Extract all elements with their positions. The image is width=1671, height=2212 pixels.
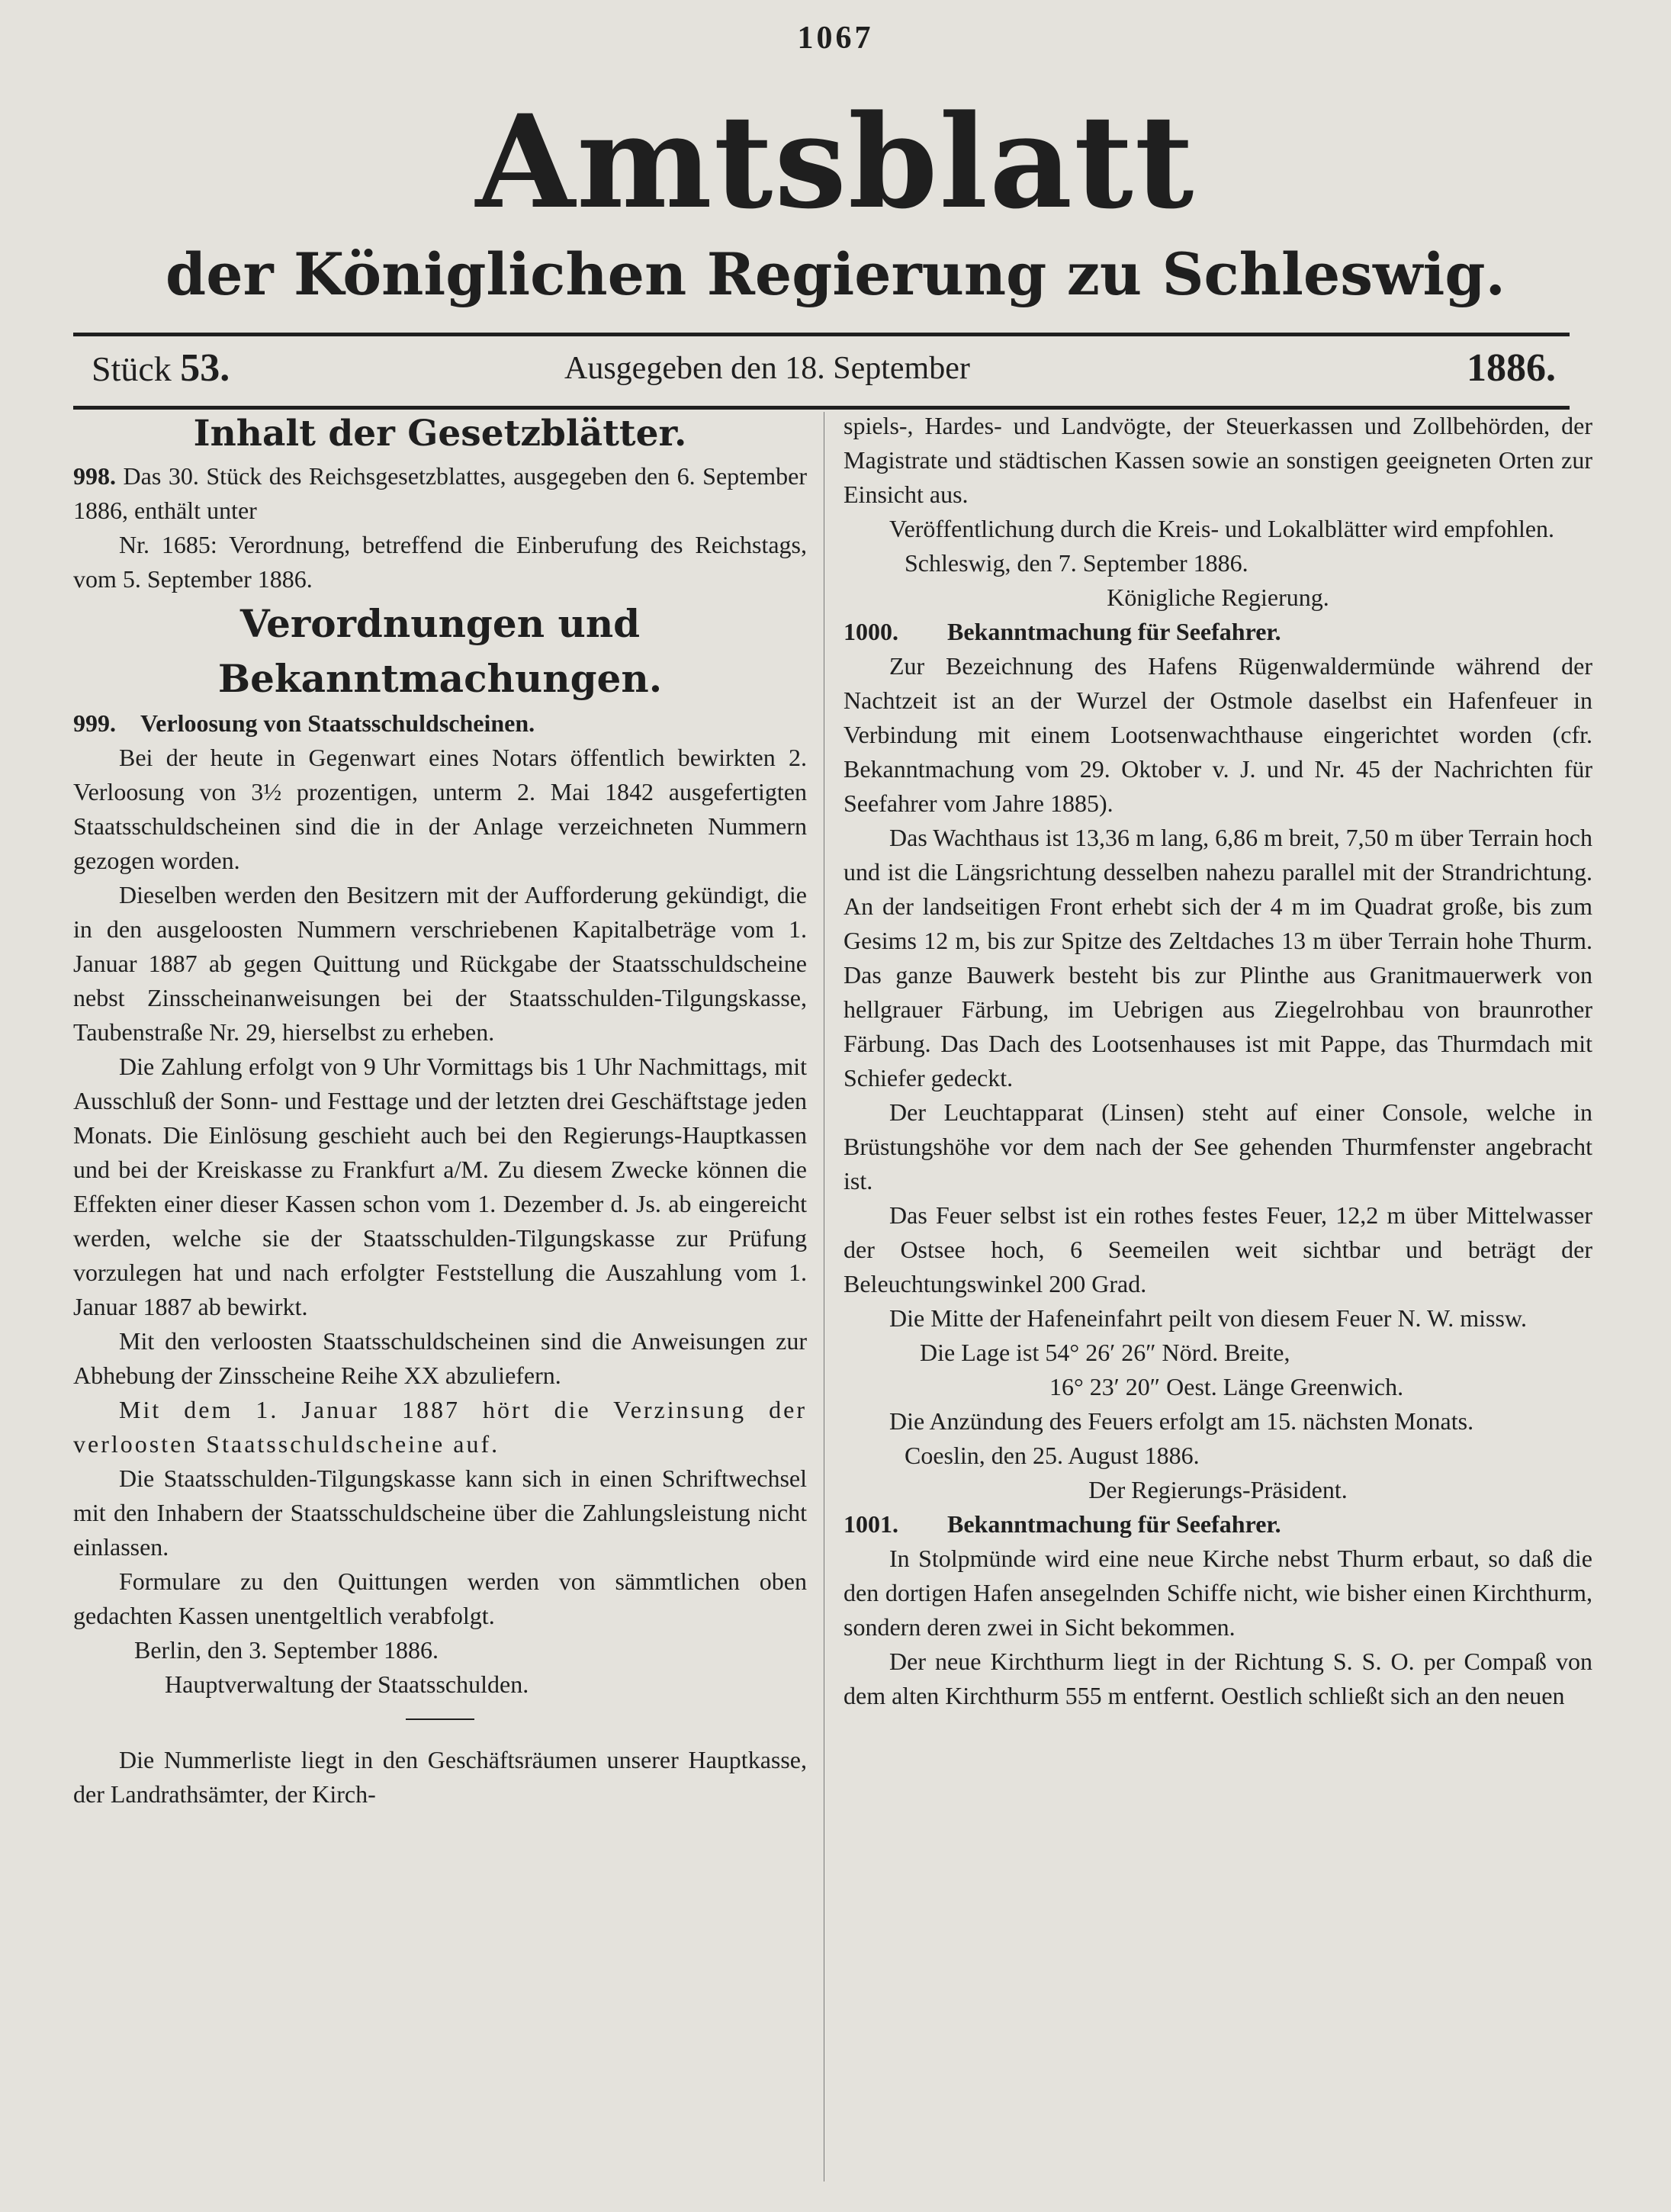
- place-date: Berlin, den 3. September 1886.: [134, 1636, 439, 1664]
- paragraph: In Stolpmünde wird eine neue Kirche nebst Thurm erbaut, so daß die den dortigen Hafen ansegelnden Schiffe nicht, wie bisher einen Kirchthurm, sondern deren zwei in Sicht bekommen.: [844, 1545, 1592, 1641]
- page-number: 1067: [797, 21, 874, 56]
- entry-998-detail: Nr. 1685: Verordnung, betreffend die Einberufung des Reichstags, vom 5. September 1886.: [73, 531, 807, 593]
- right-column: [844, 409, 1592, 2186]
- entry-title: Bekanntmachung für Seefahrer.: [947, 1510, 1281, 1538]
- paragraph: Mit dem 1. Januar 1887 hört die Verzinsung der verloosten Staatsschuldscheine auf.: [73, 1396, 807, 1458]
- issue-line: [92, 342, 1556, 395]
- entry-999-head: [73, 706, 807, 741]
- entry-1001-head: [844, 1507, 1592, 1542]
- paragraph: Veröffentlichung durch die Kreis- und Lokalblätter wird empfohlen.: [889, 515, 1555, 542]
- issue-info: [92, 342, 230, 396]
- entry-998: [73, 459, 807, 528]
- entry-number: 1000.: [844, 618, 898, 645]
- heading-gesetzblaetter: Inhalt der Gesetzblätter.: [193, 413, 687, 455]
- masthead-title: Amtsblatt: [475, 86, 1196, 237]
- issue-number: 53.: [180, 346, 230, 390]
- paragraph: Das Feuer selbst ist ein rothes festes Feuer, 12,2 m über Mittelwasser der Ostsee hoch, 6 Seemeilen weit sichtbar und beträgt der Beleuchtungswinkel 200 Grad.: [844, 1201, 1592, 1297]
- paragraph: Der Leuchtapparat (Linsen) steht auf einer Console, welche in Brüstungshöhe vor dem nach der See gehenden Thurmfenster angebracht ist.: [844, 1098, 1592, 1194]
- paragraph: Bei der heute in Gegenwart eines Notars öffentlich bewirkten 2. Verloosung von 3½ prozentigen, unterm 2. Mai 1842 ausgefertigten Staatsschuldscheinen sind die in der Anlage verzeichneten Nummern gezogen worden.: [73, 744, 807, 874]
- signature: Hauptverwaltung der Staatsschulden.: [165, 1670, 529, 1698]
- paragraph: Mit den verloosten Staatsschuldscheinen sind die Anweisungen zur Abhebung der Zinsscheine Reihe XX abzuliefern.: [73, 1327, 807, 1389]
- paragraph: Zur Bezeichnung des Hafens Rügenwaldermünde während der Nachtzeit ist an der Wurzel der Ostmole daselbst ein Hafenfeuer in Verbindung mit einem Lootsenwachthause eingerichtet worden (cfr. Bekanntmachung vom 29. Oktober v. J. und Nr. 45 der Nachrichten für Seefahrer vom Jahre 1885).: [844, 652, 1592, 817]
- heading-verordnungen: Verordnungen und Bekanntmachungen.: [217, 601, 663, 701]
- issue-date: Ausgegeben den 18. September: [564, 351, 970, 386]
- coordinates-lon: 16° 23′ 20″ Oest. Länge Greenwich.: [1049, 1373, 1404, 1400]
- place-date: Coeslin, den 25. August 1886.: [905, 1442, 1200, 1469]
- masthead-subtitle: der Königlichen Regierung zu Schleswig.: [165, 240, 1506, 308]
- entry-title: Verloosung von Staatsschuldscheinen.: [140, 709, 535, 737]
- issue-year: 1886.: [1467, 346, 1556, 390]
- place-date: Schleswig, den 7. September 1886.: [905, 549, 1248, 577]
- header-rule-top: [73, 333, 1570, 336]
- signature: Der Regierungs-Präsident.: [1088, 1476, 1348, 1503]
- paragraph: Die Nummerliste liegt in den Geschäftsräumen unserer Hauptkasse, der Landrathsämter, der Kirch-: [73, 1746, 807, 1808]
- entry-number: 998.: [73, 462, 116, 490]
- paragraph: Die Staatsschulden-Tilgungskasse kann sich in einen Schriftwechsel mit den Inhabern der Staatsschuldscheine über die Zahlungsleistung nicht einlassen.: [73, 1464, 807, 1561]
- paragraph: Die Mitte der Hafeneinfahrt peilt von diesem Feuer N. W. missw.: [889, 1304, 1527, 1332]
- paragraph: Formulare zu den Quittungen werden von sämmtlichen oben gedachten Kassen unentgeltlich verabfolgt.: [73, 1567, 807, 1629]
- coordinates-lat: Die Lage ist 54° 26′ 26″ Nörd. Breite,: [920, 1339, 1290, 1366]
- divider: [406, 1718, 474, 1720]
- paragraph: Die Anzündung des Feuers erfolgt am 15. nächsten Monats.: [889, 1407, 1474, 1435]
- entry-number: 1001.: [844, 1510, 898, 1538]
- paragraph: spiels-, Hardes- und Landvögte, der Steuerkassen und Zollbehörden, der Magistrate und städtischen Kassen sowie an sonstigen geeigneten Orten zur Einsicht aus.: [844, 412, 1592, 508]
- paragraph: Die Zahlung erfolgt von 9 Uhr Vormittags bis 1 Uhr Nachmittags, mit Ausschluß der Sonn- und Festtage und der letzten drei Geschäftstage jeden Monats. Die Einlösung geschieht auch bei den Regierungs-Hauptkassen und bei der Kreiskasse zu Frankfurt a/M. Zu diesem Zwecke können die Effekten einer dieser Kassen schon vom 1. Dezember d. Js. ab eingereicht werden, welche sie der Staatsschulden-Tilgungskasse zur Prüfung vorzulegen hat und nach erfolgter Feststellung die Auszahlung vom 1. Januar 1887 ab bewirkt.: [73, 1053, 807, 1320]
- signature: Königliche Regierung.: [1107, 584, 1329, 611]
- left-column: [73, 409, 807, 2186]
- issue-label: Stück: [92, 349, 172, 388]
- entry-1000-head: [844, 615, 1592, 649]
- entry-title: Bekanntmachung für Seefahrer.: [947, 618, 1281, 645]
- paragraph: Dieselben werden den Besitzern mit der Aufforderung gekündigt, die in den ausgeloosten Nummern verschriebenen Kapitalbeträge vom 1. Januar 1887 ab gegen Quittung und Rückgabe der Staatsschuldscheine nebst Zinsscheinanweisungen bei der Staatsschulden-Tilgungskasse, Taubenstraße Nr. 29, hierselbst zu erheben.: [73, 881, 807, 1046]
- entry-text: Das 30. Stück des Reichsgesetzblattes, ausgegeben den 6. September 1886, enthält unter: [73, 462, 807, 524]
- paragraph: Der neue Kirchthurm liegt in der Richtung S. S. O. per Compaß von dem alten Kirchthurm 555 m entfernt. Oestlich schließt sich an den neuen: [844, 1648, 1592, 1709]
- entry-number: 999.: [73, 709, 116, 737]
- paragraph: Das Wachthaus ist 13,36 m lang, 6,86 m breit, 7,50 m über Terrain hoch und ist die Längsrichtung desselben nahezu parallel mit der Strandrichtung. An der landseitigen Front erhebt sich der 4 m im Quadrat große, bis zum Gesims 12 m, bis zur Spitze des Zeltdaches 13 m über Terrain hohe Thurm. Das ganze Bauwerk besteht bis zur Plinthe aus Granitmauerwerk von hellgrauer Färbung, im Uebrigen aus Ziegelrohbau von braunrother Färbung. Das Dach des Lootsenhauses ist mit Pappe, das Thurmdach mit Schiefer gedeckt.: [844, 824, 1592, 1092]
